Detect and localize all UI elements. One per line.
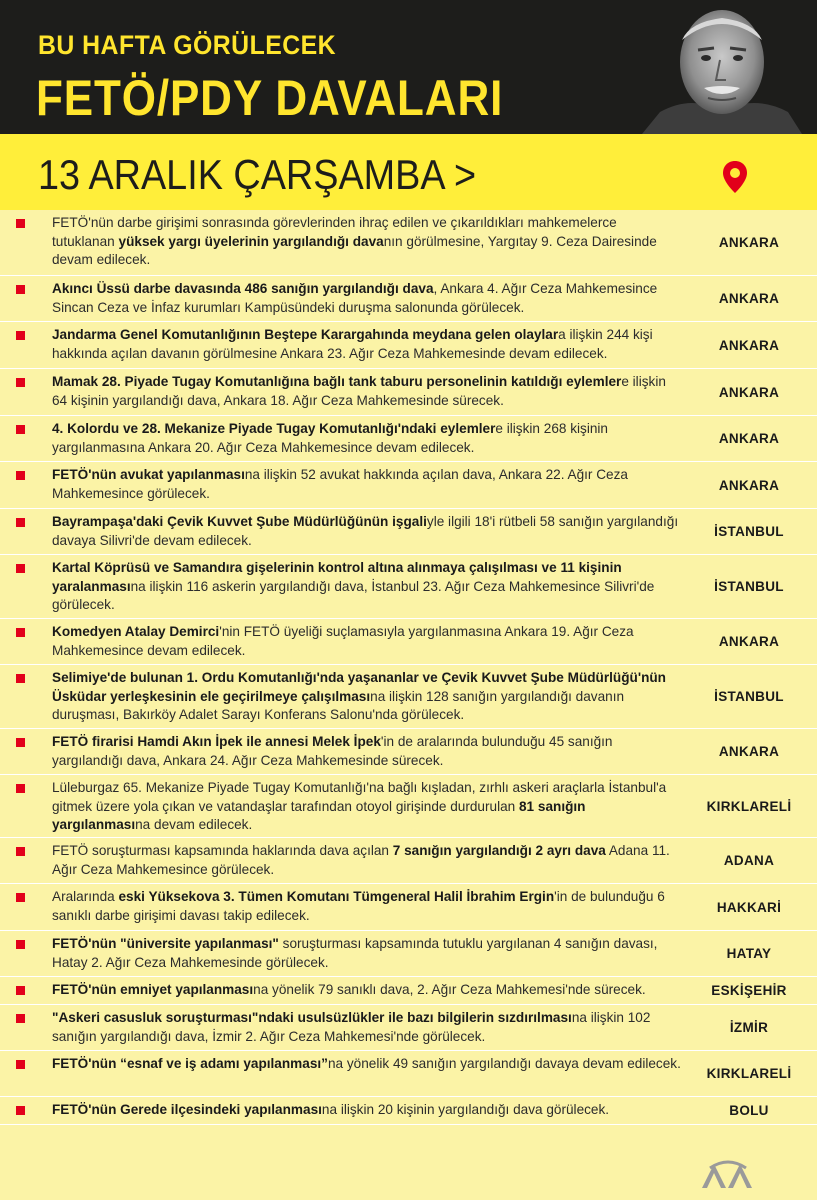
case-row: [0, 555, 817, 619]
case-highlight: 7 sanığın yargılandığı 2 ayrı dava: [392, 843, 606, 858]
case-location: ANKARA: [718, 431, 780, 446]
case-row: [0, 931, 817, 977]
case-text: e ilişkin 268 kişinin yargılanmasına Ankara 20. Ağır Ceza Mahkemesince devam edilecek.: [52, 421, 608, 455]
case-row: [0, 665, 817, 729]
case-description: [52, 935, 682, 972]
case-location: ANKARA: [718, 385, 780, 400]
case-highlight: FETÖ firarisi Hamdi Akın İpek ile annesi Melek İpek: [52, 734, 381, 749]
case-text: e ilişkin 64 kişinin yargılandığı dava, Ankara 18. Ağır Ceza Mahkemesinde sürecek.: [52, 374, 666, 408]
case-highlight: 81 sanığın yargılanması: [52, 798, 586, 832]
case-text: na ilişkin 128 sanığın yargılandığı davanın duruşması, Bakırköy Adalet Sarayı Konferans Salonu'nda görülecek.: [52, 688, 625, 722]
case-description: [52, 373, 682, 410]
case-highlight: Akıncı Üssü darbe davasında 486 sanığın yargılandığı dava: [52, 281, 434, 296]
case-description: [52, 1055, 682, 1074]
case-highlight: Mamak 28. Piyade Tugay Komutanlığına bağlı tank taburu personelinin katıldığı eylemler: [52, 374, 622, 389]
bullet-square-icon: [16, 940, 25, 949]
case-text: na yönelik 79 sanıklı dava, 2. Ağır Ceza Mahkemesi'nde sürecek.: [253, 982, 646, 997]
case-row: [0, 322, 817, 369]
case-location: ANKARA: [718, 291, 780, 306]
case-highlight: "Askeri casusluk soruşturması"ndaki usulsüzlükler ile bazı bilgilerin sızdırılması: [52, 1010, 572, 1025]
case-description: [52, 842, 682, 879]
day-heading: 13 ARALIK ÇARŞAMBA >: [38, 151, 477, 198]
case-description: [52, 669, 682, 725]
bullet-square-icon: [16, 518, 25, 527]
bullet-square-icon: [16, 425, 25, 434]
case-description: [52, 1101, 682, 1120]
bullet-square-icon: [16, 738, 25, 747]
case-row: [0, 729, 817, 775]
case-location: İZMİR: [729, 1020, 769, 1035]
case-text: na ilişkin 20 kişinin yargılandığı dava görülecek.: [321, 1102, 610, 1117]
case-description: [52, 214, 682, 270]
case-text: na ilişkin 102 sanığın yargılandığı dava, İzmir 2. Ağır Ceza Mahkemesi'nde görülecek.: [52, 1010, 651, 1044]
case-description: [52, 326, 682, 363]
bullet-square-icon: [16, 471, 25, 480]
case-text: Lüleburgaz 65. Mekanize Piyade Tugay Komutanlığı'na bağlı kışladan, zırhlı askeri araçlarla İstanbul'a gitmek üzere yola çıkan ve vatandaşlar tarafından otoyol girişinde durdurulan: [52, 780, 667, 814]
case-text: 'in de bulunduğu 6 sanıklı darbe girişimi davası takip edilecek.: [52, 889, 665, 923]
case-location: KIRKLARELİ: [706, 1066, 792, 1081]
bullet-square-icon: [16, 893, 25, 902]
case-location: ANKARA: [718, 744, 780, 759]
case-location: ANKARA: [718, 478, 780, 493]
case-row: [0, 1005, 817, 1051]
bullet-square-icon: [16, 1106, 25, 1115]
case-text: nın görülmesine, Yargıtay 9. Ceza Dairesinde devam edilecek.: [52, 233, 657, 267]
case-row: [0, 369, 817, 416]
case-list: [0, 210, 817, 1125]
aa-logo: [698, 1158, 758, 1192]
case-text: yle ilgili 18'i rütbeli 58 sanığın yargılandığı davaya Silivri'de devam edilecek.: [52, 514, 679, 548]
case-text: na yönelik 49 sanığın yargılandığı davaya devam edilecek.: [327, 1056, 681, 1071]
case-location: ANKARA: [718, 338, 780, 353]
case-text: na ilişkin 52 avukat hakkında açılan dava, Ankara 22. Ağır Ceza Mahkemesince görülecek.: [52, 467, 628, 501]
case-row: [0, 462, 817, 509]
case-location: ANKARA: [718, 634, 780, 649]
case-text: Adana 11. Ağır Ceza Mahkemesince görülecek.: [52, 843, 670, 877]
bullet-square-icon: [16, 285, 25, 294]
bullet-square-icon: [16, 378, 25, 387]
case-description: [52, 888, 682, 925]
case-row: [0, 509, 817, 555]
bullet-square-icon: [16, 847, 25, 856]
case-description: [52, 981, 682, 1000]
case-location: KIRKLARELİ: [706, 799, 792, 814]
case-highlight: FETÖ'nün “esnaf ve iş adamı yapılanması”: [52, 1056, 328, 1071]
case-text: FETÖ'nün darbe girişimi sonrasında görevlerinden ihraç edilen ve çıkarıldıkları mahkemelerce tutuklanan: [52, 215, 617, 249]
location-pin-icon: [722, 160, 748, 194]
case-highlight: Selimiye'de bulunan 1. Ordu Komutanlığı'nda yaşananlar ve Çevik Kuvvet Şube Müdürlüğü'nün Üsküdar yerleşkesinin ele geçirilmeye çalışılması: [52, 670, 666, 704]
case-highlight: FETÖ'nün emniyet yapılanması: [52, 982, 254, 997]
case-text: , Ankara 4. Ağır Ceza Mahkemesince Sincan Ceza ve İnfaz kurumları Kampüsündeki duruşma salonunda görülecek.: [52, 281, 658, 315]
case-location: HAKKARİ: [716, 900, 782, 915]
header-kicker: BU HAFTA GÖRÜLECEK: [38, 30, 337, 60]
case-description: [52, 466, 682, 503]
case-text: soruşturması kapsamında tutuklu yargılanan 4 sanığın davası, Hatay 2. Ağır Ceza Mahkemesinde görülecek.: [52, 936, 658, 970]
case-row: [0, 276, 817, 322]
portrait-photo: [642, 0, 802, 134]
case-location: ADANA: [723, 853, 775, 868]
case-row: [0, 1051, 817, 1097]
case-row: [0, 884, 817, 931]
case-description: [52, 623, 682, 660]
case-text: na ilişkin 116 askerin yargılandığı dava, İstanbul 23. Ağır Ceza Mahkemesince Silivri'de görülecek.: [52, 578, 655, 612]
case-location: İSTANBUL: [714, 579, 784, 594]
case-highlight: FETÖ'nün Gerede ilçesindeki yapılanması: [52, 1102, 322, 1117]
bullet-square-icon: [16, 1014, 25, 1023]
case-row: [0, 1097, 817, 1125]
case-row: [0, 619, 817, 665]
page-title: FETÖ/PDY DAVALARI: [36, 70, 504, 126]
case-description: [52, 1009, 682, 1046]
bullet-square-icon: [16, 674, 25, 683]
bullet-square-icon: [16, 1060, 25, 1069]
bullet-square-icon: [16, 331, 25, 340]
bullet-square-icon: [16, 628, 25, 637]
case-highlight: eski Yüksekova 3. Tümen Komutanı Tümgeneral Halil İbrahim Ergin: [118, 889, 555, 904]
case-location: BOLU: [729, 1103, 769, 1118]
case-location: İSTANBUL: [714, 689, 784, 704]
case-description: [52, 280, 682, 317]
case-highlight: 4. Kolordu ve 28. Mekanize Piyade Tugay Komutanlığı'ndaki eylemler: [52, 421, 496, 436]
case-location: ESKİŞEHİR: [711, 983, 787, 998]
case-location: İSTANBUL: [714, 524, 784, 539]
case-description: [52, 420, 682, 457]
case-description: [52, 779, 682, 835]
case-description: [52, 733, 682, 770]
case-text: Aralarında: [52, 889, 119, 904]
case-text: 'in de aralarında bulunduğu 45 sanığın yargılandığı dava, Ankara 24. Ağır Ceza Mahkemesinde sürecek.: [52, 734, 613, 768]
case-highlight: Kartal Köprüsü ve Samandıra gişelerinin kontrol altına alınmaya çalışılması ve 11 kişinin yaralanması: [52, 560, 622, 594]
case-text: FETÖ soruşturması kapsamında haklarında dava açılan: [52, 843, 393, 858]
bullet-square-icon: [16, 986, 25, 995]
case-text: na devam edilecek.: [135, 817, 253, 832]
case-row: [0, 838, 817, 884]
bullet-square-icon: [16, 564, 25, 573]
case-text: a ilişkin 244 kişi hakkında açılan davanın görülmesine Ankara 23. Ağır Ceza Mahkemesinde devam edilecek.: [52, 327, 653, 361]
case-row: [0, 775, 817, 838]
case-description: [52, 513, 682, 550]
case-location: HATAY: [726, 946, 772, 961]
case-highlight: Bayrampaşa'daki Çevik Kuvvet Şube Müdürlüğünün işgali: [52, 514, 427, 529]
bullet-square-icon: [16, 784, 25, 793]
case-location: ANKARA: [718, 235, 780, 250]
case-highlight: FETÖ'nün "üniversite yapılanması": [52, 936, 279, 951]
case-highlight: Jandarma Genel Komutanlığının Beştepe Karargahında meydana gelen olaylar: [52, 327, 559, 342]
case-highlight: FETÖ'nün avukat yapılanması: [52, 467, 245, 482]
case-text: 'nin FETÖ üyeliği suçlamasıyla yargılanmasına Ankara 19. Ağır Ceza Mahkemesince devam edilecek.: [52, 624, 634, 658]
case-row: [0, 210, 817, 276]
case-highlight: yüksek yargı üyelerinin yargılandığı dava: [118, 233, 384, 249]
case-highlight: Komedyen Atalay Demirci: [52, 624, 220, 639]
case-row: [0, 416, 817, 462]
case-description: [52, 559, 682, 615]
bullet-square-icon: [16, 219, 25, 228]
case-row: [0, 977, 817, 1005]
